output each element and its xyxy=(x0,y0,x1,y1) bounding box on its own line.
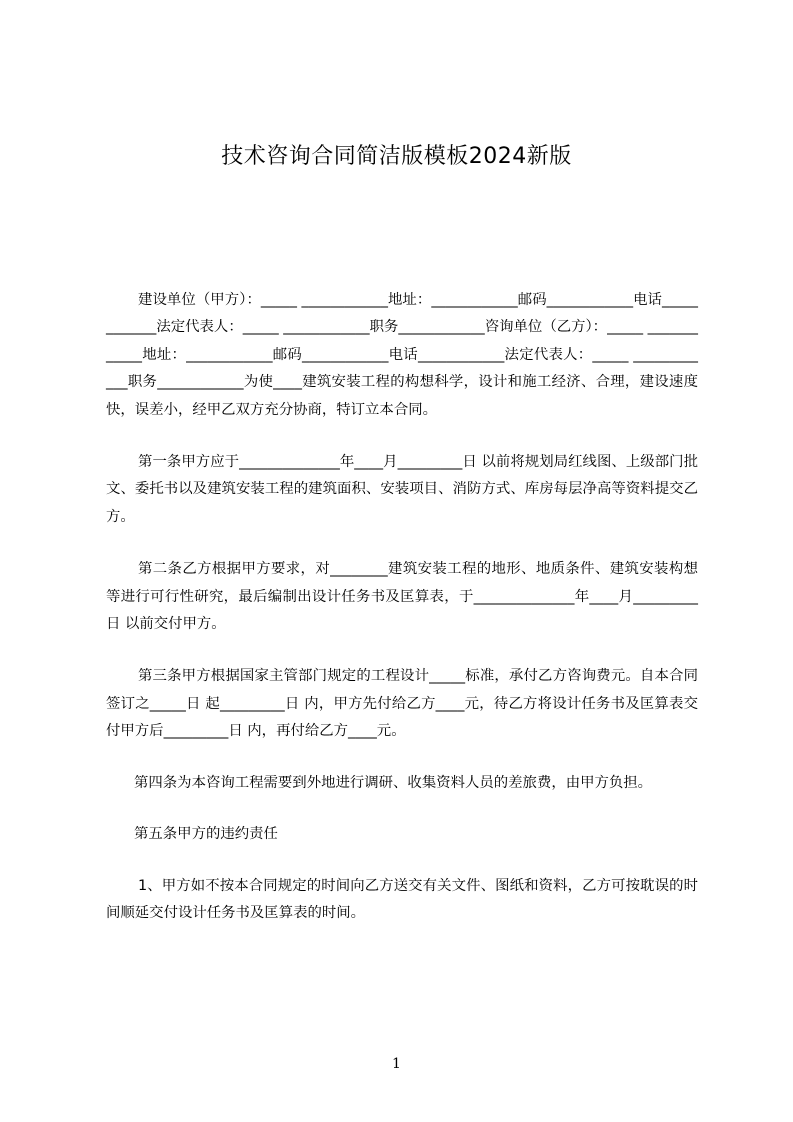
paragraph-article-2: 第二条乙方根据甲方要求，对________建筑安装工程的地形、地质条件、建筑安装构想等进行可行性研究，最后编制出设计任务书及匡算表，于______________年____月_________日 以前交付甲方。 xyxy=(106,561,698,633)
paragraph-parties: 建设单位（甲方）：_____ ____________地址：____________邮码____________电话____________法定代表人：_____ ____________职务____________咨询单位（乙方）：_____ ____________地址：____________邮码____________电话____________法定代表人：_____ ____________职务____________为使____建筑安装工程的构想科学，设计和施工经济、合理，建设速度快，误差小，经甲乙双方充分协商，特订立本合同。 xyxy=(106,292,698,418)
document-body xyxy=(106,287,698,927)
paragraph-spacer xyxy=(106,797,698,821)
page-number: 1 xyxy=(392,1056,401,1072)
document-title: 技术咨询合同简洁版模板2024新版 xyxy=(221,144,572,169)
paragraph-spacer xyxy=(106,531,698,556)
paragraph-article-1: 第一条甲方应于______________年____月_________日 以前将规划局红线图、上级部门批文、委托书以及建筑安装工程的建筑面积、安装项目、消防方式、库房每层净高等资料提交乙方。 xyxy=(106,454,698,525)
paragraph-article-5-item-1: 1、甲方如不按本合同规定的时间向乙方送交有关文件、图纸和资料，乙方可按耽误的时间顺延交付设计任务书及匡算表的时间。 xyxy=(106,877,698,921)
paragraph-spacer xyxy=(106,638,698,663)
paragraph-spacer xyxy=(106,746,698,770)
paragraph-article-5-title: 第五条甲方的违约责任 xyxy=(134,826,278,843)
paragraph-spacer xyxy=(106,849,698,873)
paragraph-article-3: 第三条甲方根据国家主管部门规定的工程设计_____标准，承付乙方咨询费元。自本合同签订之_____日 起_________日 内，甲方先付给乙方____元，待乙方将设计任务书及匡算表交付甲方后_________日 内，再付给乙方____元。 xyxy=(106,668,698,740)
paragraph-article-4: 第四条为本咨询工程需要到外地进行调研、收集资料人员的差旅费，由甲方负担。 xyxy=(134,774,653,791)
paragraph-spacer xyxy=(106,424,698,449)
